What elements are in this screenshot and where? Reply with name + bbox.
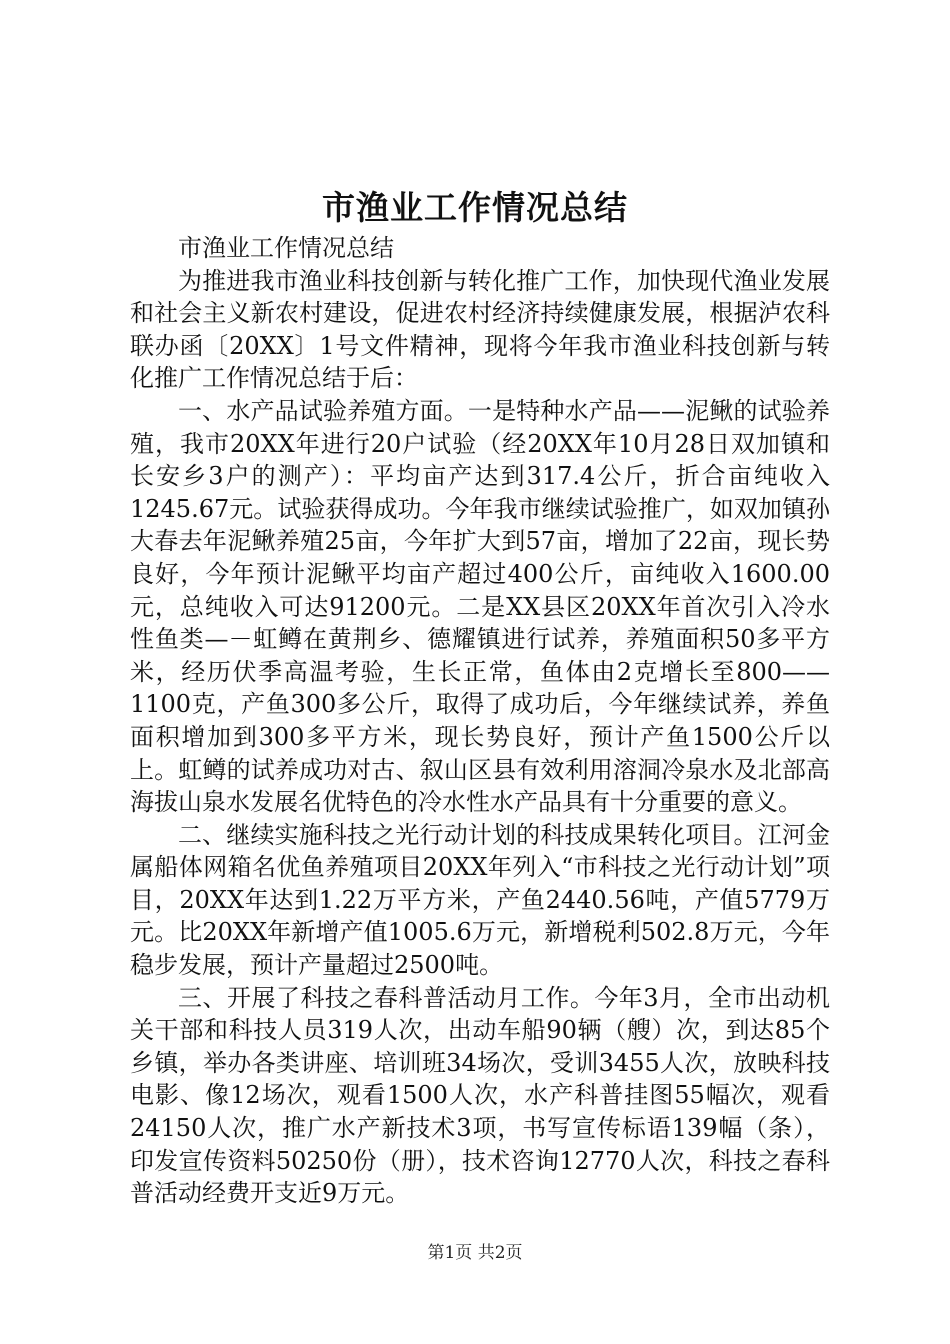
- document-title: 市渔业工作情况总结: [322, 188, 628, 227]
- section-2-paragraph: 二、继续实施科技之光行动计划的科技成果转化项目。江河金属船体网箱名优鱼养殖项目20XX年列入“市科技之光行动计划”项目，20XX年达到1.22万平方米，产鱼2440.56吨，产值5779万元。比20XX年新增产值1005.6万元，新增税利502.8万元，今年稳步发展，预计产量超过2500吨。: [130, 820, 830, 980]
- page-footer: 第1页 共2页: [427, 1243, 523, 1263]
- section-1-paragraph: 一、水产品试验养殖方面。一是特种水产品——泥鳅的试验养殖，我市20XX年进行20户试验（经20XX年10月28日双加镇和长安乡3户的测产）：平均亩产达到317.4公斤，折合亩纯收入1245.67元。试验获得成功。今年我市继续试验推广，如双加镇孙大春去年泥鳅养殖25亩，今年扩大到57亩，增加了22亩，现长势良好，今年预计泥鳅平均亩产超过400公斤，亩纯收入1600.00元，总纯收入可达91200元。二是XX县区20XX年首次引入冷水性鱼类—－虹鳟在黄荆乡、德耀镇进行试养，养殖面积50多平方米，经历伏季高温考验，生长正常，鱼体由2克增长至800——1100克，产鱼300多公斤，取得了成功后，今年继续试养，养鱼面积增加到300多平方米，现长势良好，预计产鱼1500公斤以上。虹鳟的试养成功对古、叙山区县有效利用溶洞冷泉水及北部高海拔山泉水发展名优特色的冷水性水产品具有十分重要的意义。: [130, 396, 830, 817]
- subtitle-paragraph: 市渔业工作情况总结: [178, 234, 394, 262]
- document-body: [130, 232, 830, 1210]
- intro-paragraph: 为推进我市渔业科技创新与转化推广工作，加快现代渔业发展和社会主义新农村建设，促进农村经济持续健康发展，根据泸农科联办函〔20XX〕1号文件精神，现将今年我市渔业科技创新与转化推广工作情况总结于后：: [130, 266, 830, 393]
- section-3-paragraph: 三、开展了科技之春科普活动月工作。今年3月，全市出动机关干部和科技人员319人次，出动车船90辆（艘）次，到达85个乡镇，举办各类讲座、培训班34场次，受训3455人次，放映科技电影、像12场次，观看1500人次，水产科普挂图55幅次，观看24150人次，推广水产新技术3项，书写宣传标语139幅（条），印发宣传资料50250份（册），技术咨询12770人次，科技之春科普活动经费开支近9万元。: [130, 983, 830, 1208]
